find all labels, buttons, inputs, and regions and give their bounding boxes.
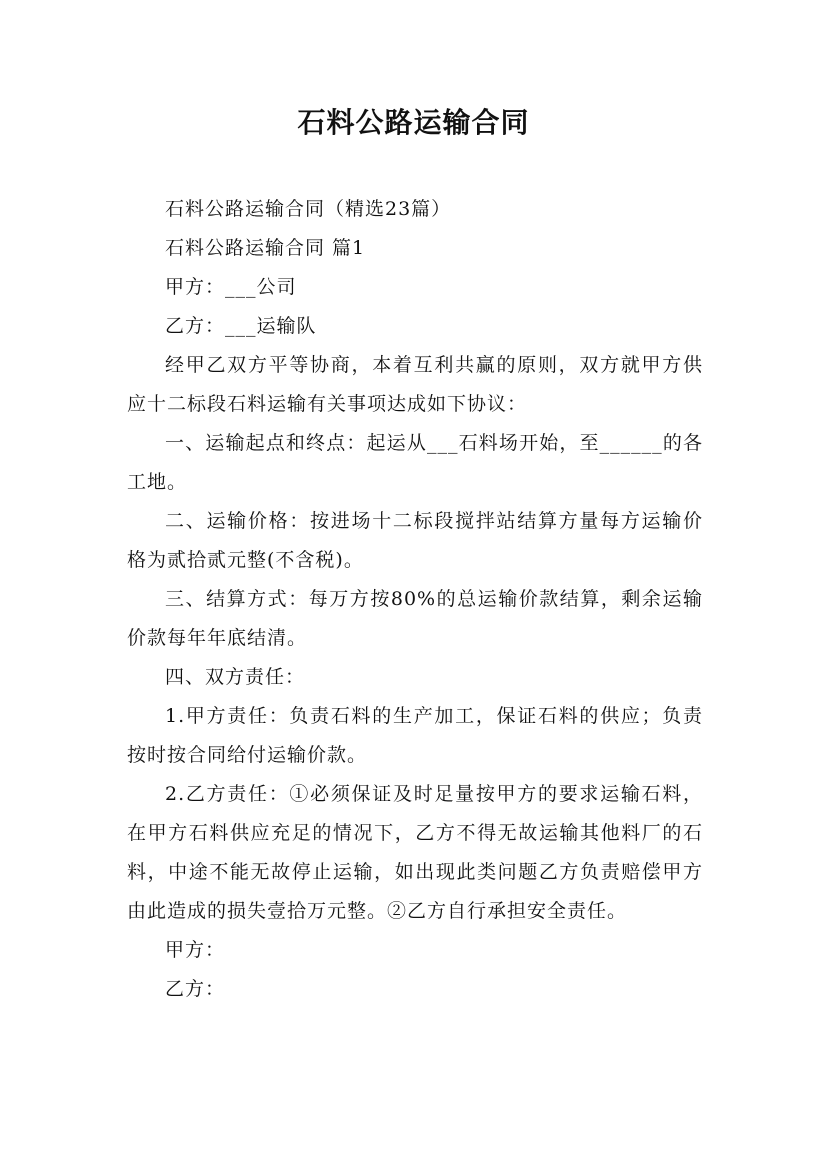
paragraph-party-a: 甲方：___公司 bbox=[165, 276, 297, 298]
paragraph-clause-3: 三、结算方式：每万方按80%的总运输价款结算，剩余运输价款每年年底结清。 bbox=[127, 588, 703, 649]
paragraph-clause-2: 二、运输价格：按进场十二标段搅拌站结算方量每方运输价格为贰拾贰元整(不含税)。 bbox=[127, 510, 703, 571]
document-title: 石料公路运输合同 bbox=[297, 106, 530, 139]
paragraph-signature-party-b: 乙方： bbox=[165, 978, 226, 1000]
paragraph-clause-4-1: 1.甲方责任：负责石料的生产加工，保证石料的供应；负责按时按合同给付运输价款。 bbox=[127, 705, 703, 766]
paragraph-subtitle: 石料公路运输合同（精选23篇） bbox=[165, 198, 452, 220]
paragraph-party-b: 乙方：___运输队 bbox=[165, 315, 317, 337]
document-body bbox=[127, 190, 703, 1009]
paragraph-clause-4: 四、双方责任： bbox=[165, 666, 306, 688]
paragraph-clause-1: 一、运输起点和终点：起运从___石料场开始，至______的各工地。 bbox=[127, 432, 703, 493]
paragraph-clause-4-2: 2.乙方责任：①必须保证及时足量按甲方的要求运输石料，在甲方石料供应充足的情况下，乙方不得无故运输其他料厂的石料，中途不能无故停止运输，如出现此类问题乙方负责赔偿甲方由此造成的损失壹拾万元整。②乙方自行承担安全责任。 bbox=[127, 783, 703, 922]
paragraph-preamble: 经甲乙双方平等协商，本着互利共赢的原则，双方就甲方供应十二标段石料运输有关事项达成如下协议： bbox=[127, 354, 703, 415]
paragraph-signature-party-a: 甲方： bbox=[165, 939, 226, 961]
paragraph-section-heading: 石料公路运输合同 篇1 bbox=[165, 237, 366, 259]
